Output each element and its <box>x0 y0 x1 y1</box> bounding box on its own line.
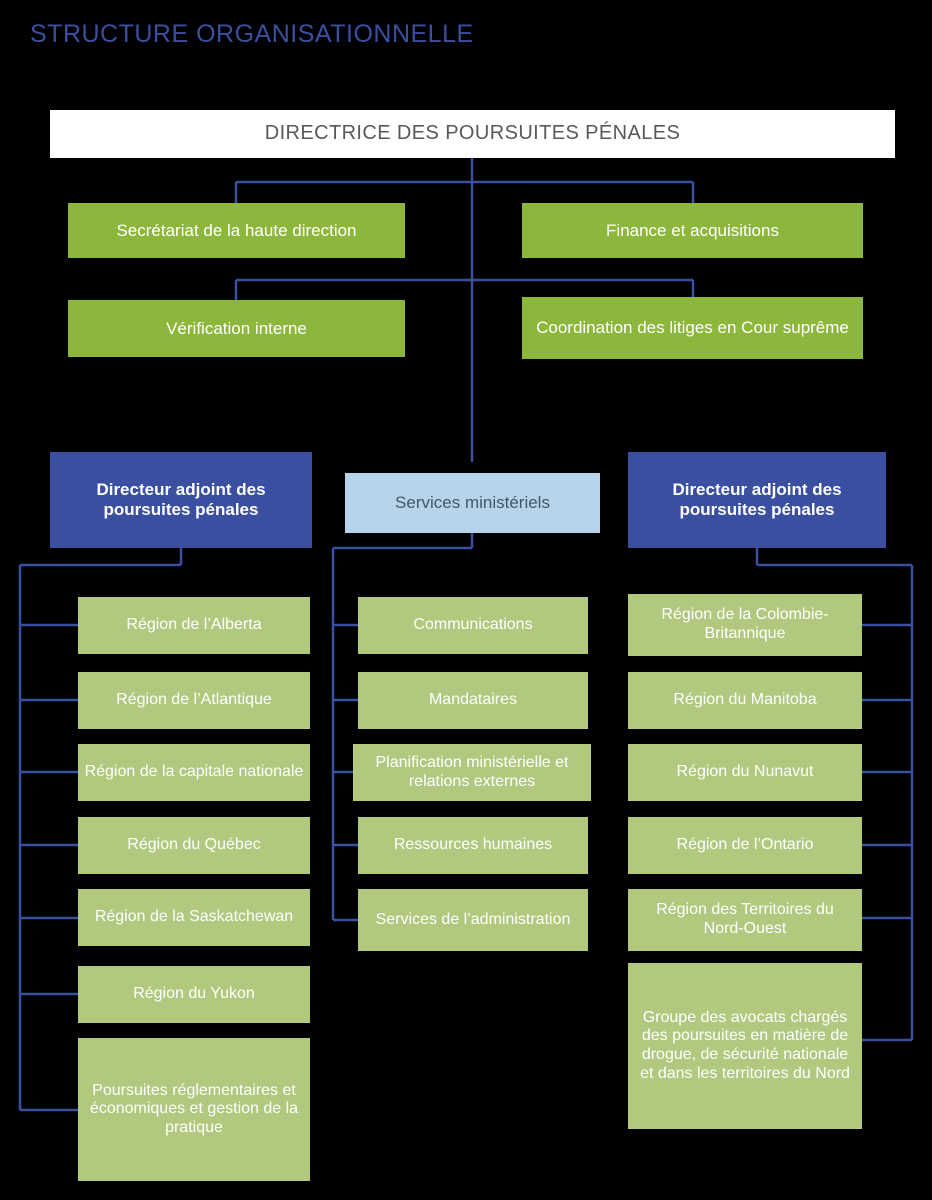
node-staff-2[interactable]: Finance et acquisitions <box>522 203 863 258</box>
node-head-center[interactable]: Services ministériels <box>345 473 600 533</box>
node-right-child-2[interactable]: Région du Manitoba <box>628 672 862 729</box>
node-right-child-3[interactable]: Région du Nunavut <box>628 744 862 801</box>
node-left-child-1[interactable]: Région de l’Alberta <box>78 597 310 654</box>
node-right-child-4[interactable]: Région de l’Ontario <box>628 817 862 874</box>
node-left-child-3[interactable]: Région de la capitale nationale <box>78 744 310 801</box>
node-left-child-7[interactable]: Poursuites réglementaires et économiques et gestion de la pratique <box>78 1038 310 1181</box>
node-root[interactable]: DIRECTRICE DES POURSUITES PÉNALES <box>50 110 895 158</box>
node-right-child-1[interactable]: Région de la Colombie-Britannique <box>628 594 862 656</box>
node-center-child-4[interactable]: Ressources humaines <box>358 817 588 874</box>
page-title: STRUCTURE ORGANISATIONNELLE <box>30 20 474 48</box>
node-left-child-4[interactable]: Région du Québec <box>78 817 310 874</box>
node-right-child-5[interactable]: Région des Territoires du Nord-Ouest <box>628 889 862 951</box>
node-center-child-2[interactable]: Mandataires <box>358 672 588 729</box>
node-left-child-5[interactable]: Région de la Saskatchewan <box>78 889 310 946</box>
node-staff-3[interactable]: Vérification interne <box>68 300 405 357</box>
node-head-right[interactable]: Directeur adjoint des poursuites pénales <box>628 452 886 548</box>
node-head-left[interactable]: Directeur adjoint des poursuites pénales <box>50 452 312 548</box>
node-staff-1[interactable]: Secrétariat de la haute direction <box>68 203 405 258</box>
node-left-child-2[interactable]: Région de l’Atlantique <box>78 672 310 729</box>
node-center-child-1[interactable]: Communications <box>358 597 588 654</box>
node-staff-4[interactable]: Coordination des litiges en Cour suprême <box>522 297 863 359</box>
node-left-child-6[interactable]: Région du Yukon <box>78 966 310 1023</box>
node-center-child-5[interactable]: Services de l’administration <box>358 889 588 951</box>
node-right-child-6[interactable]: Groupe des avocats chargés des poursuites en matière de drogue, de sécurité nationale et dans les territoires du Nord <box>628 963 862 1129</box>
node-center-child-3[interactable]: Planification ministérielle et relations externes <box>353 744 591 801</box>
